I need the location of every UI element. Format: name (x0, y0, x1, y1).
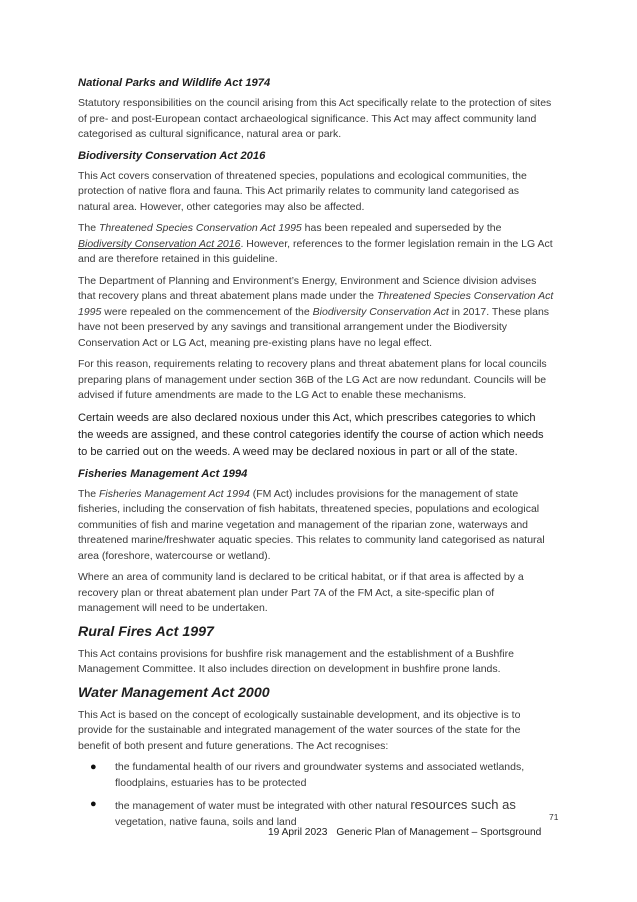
paragraph (78, 221, 554, 268)
list-item (78, 797, 554, 830)
bullet-icon: ● (90, 798, 97, 810)
text: in 2017. These plans have not been preserved by any savings and transitional arrangement under the Biodiversity Conservation Act or LG Act, meaning pre-existing plans have no legal effect. (78, 305, 550, 349)
text: has been repealed and superseded by the (301, 222, 502, 234)
list-item-text: the management of water must be integrated with other natural (115, 800, 411, 812)
list-item-text: vegetation, native fauna, soils and land (115, 815, 297, 828)
text: were repealed on the commencement of the (101, 305, 313, 318)
heading-water-management: Water Management Act 2000 (78, 684, 270, 701)
paragraph: This Act covers conservation of threatened species, populations and ecological communities, the protection of native flora and fauna. This Act primarily relates to community land categorised as natural area. However, other categories may also be affected. (78, 169, 527, 213)
text: (FM Act) includes provisions for the management of state fisheries, including the conservation of fish habitats, threatened species, populations and ecological communities of fish and marine vegetation and management of the riparian zone, waterways and threatened marine/freshwater aquatic species. This relates to community land categorised as natural area (foreshore, watercourse or wetland). (78, 487, 545, 562)
paragraph: For this reason, requirements relating to recovery plans and threat abatement plans for local councils preparing plans of management under section 36B of the LG Act are now redundant. Councils will be advised if future amendments are made to the LG Act to enable these mechanisms. (78, 358, 547, 401)
act-title: Threatened Species Conservation Act 1995 (78, 290, 554, 318)
list-item-text: the fundamental health of our rivers and groundwater systems and associated wetlands, floodplains, estuaries has to be protected (115, 761, 525, 789)
page-number: 71 (549, 812, 559, 822)
paragraph: This Act is based on the concept of ecologically sustainable development, and its objective is to provide for the sustainable and integrated management of the water sources of the state for the benefit of both present and future generations. The Act recognises: (78, 708, 521, 752)
text: The (78, 487, 100, 500)
heading-fisheries: Fisheries Management Act 1994 (78, 467, 248, 480)
act-title: Biodiversity Conservation Act (312, 305, 449, 318)
text: The Department of Planning and Environment’s Energy, Environment and Science division advises that recovery plans and threat abatement plans made under the (78, 274, 537, 302)
bullet-list (78, 760, 554, 830)
list-item (78, 760, 554, 791)
text: The (78, 222, 100, 234)
paragraph (78, 274, 554, 352)
paragraph: Statutory responsibilities on the council arising from this Act specifically relate to the protection of sites of pre- and post-European contact archaeological significance. This Act may affect community land categorised as cultural significance, natural area or park. (78, 97, 552, 140)
heading-biodiversity: Biodiversity Conservation Act 2016 (78, 149, 266, 162)
act-link[interactable]: Biodiversity Conservation Act 2016 (78, 237, 241, 250)
footer-title: Generic Plan of Management – Sportsground (336, 827, 542, 838)
text: . However, references to the former legislation remain in the LG Act and are therefore retained in this guideline. (78, 237, 553, 265)
act-title: Fisheries Management Act 1994 (99, 487, 250, 500)
heading-national-parks: National Parks and Wildlife Act 1974 (78, 77, 271, 89)
document-body (78, 76, 554, 836)
page-footer (268, 827, 547, 838)
paragraph (78, 487, 554, 565)
heading-rural-fires: Rural Fires Act 1997 (78, 623, 214, 640)
footer-date: 19 April 2023 (268, 827, 328, 838)
paragraph: This Act contains provisions for bushfire risk management and the establishment of a Bushfire Management Committee. It also includes direction on development in bushfire prone lands. (78, 647, 514, 675)
paragraph: Where an area of community land is declared to be critical habitat, or if that area is affected by a recovery plan or threat abatement plan under Part 7A of the FM Act, a site-specific plan of management will need to be undertaken. (78, 571, 524, 614)
paragraph: Certain weeds are also declared noxious under this Act, which prescribes categories to which the weeds are assigned, and these control categories identify the course of action which needs to be carried out on the weeds. A weed may be declared noxious in part or all of the state. (78, 411, 544, 458)
list-item-text: resources such as (410, 797, 516, 812)
bullet-icon: ● (90, 761, 97, 773)
act-title: Threatened Species Conservation Act 1995 (99, 222, 302, 234)
